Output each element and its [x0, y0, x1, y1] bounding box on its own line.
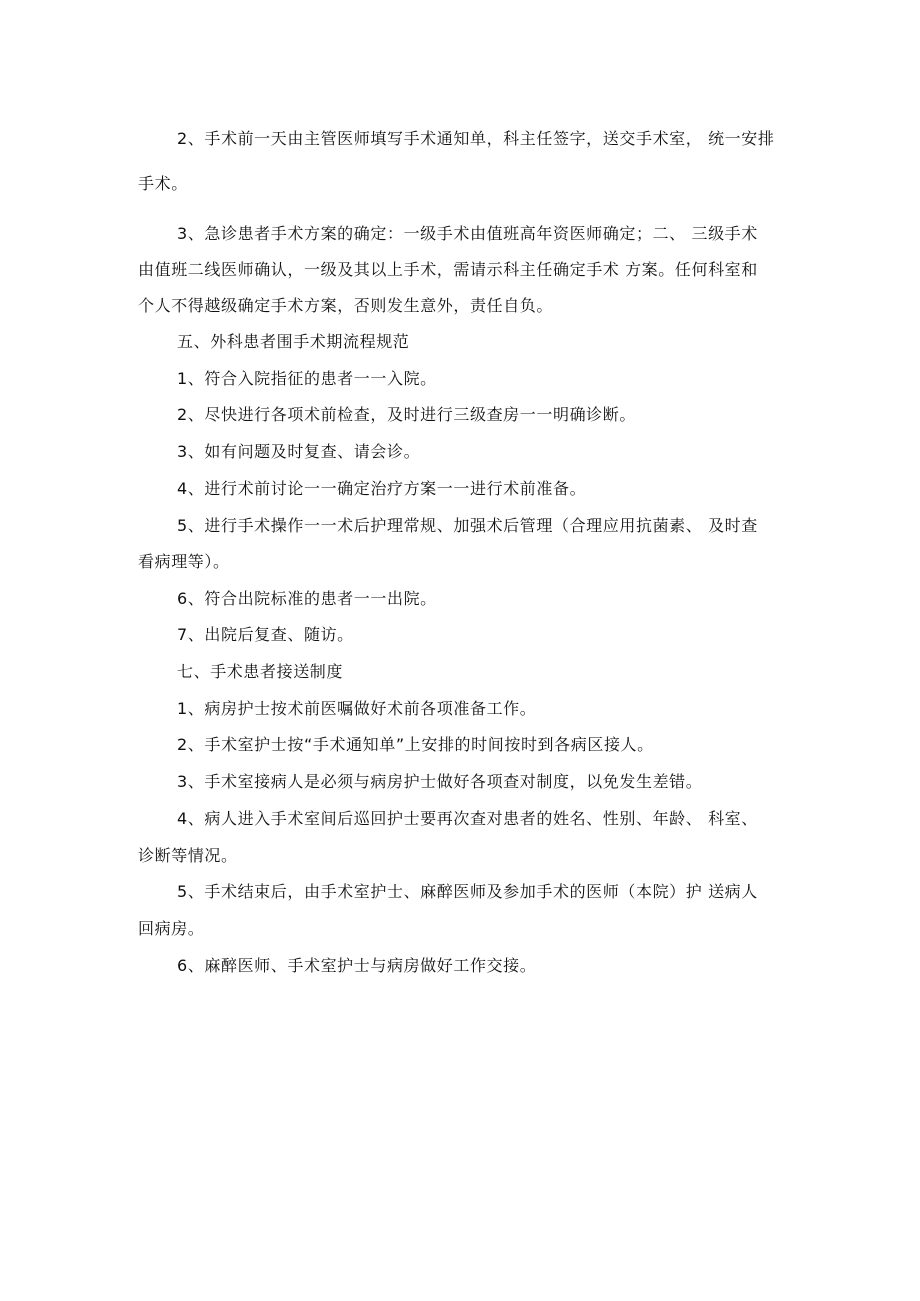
- section-5-item-2: 2、尽快进行各项术前检查，及时进行三级查房一一明确诊断。: [177, 405, 636, 424]
- section-7-item-1: 1、病房护士按术前医嘱做好术前各项准备工作。: [177, 699, 537, 718]
- section-5-heading: 五、外科患者围手术期流程规范: [177, 332, 410, 351]
- paragraph-3-line-1: 3、急诊患者手术方案的确定：一级手术由值班高年资医师确定；二、 三级手术: [177, 224, 758, 243]
- section-5-item-7: 7、出院后复查、随访。: [177, 625, 354, 644]
- section-7-item-2: 2、手术室护士按“手术通知单”上安排的时间按时到各病区接人。: [177, 735, 654, 754]
- section-7-item-4-line-1: 4、病人进入手术室间后巡回护士要再次查对患者的姓名、性别、年龄、 科室、: [177, 809, 758, 828]
- section-5-item-4: 4、进行术前讨论一一确定治疗方案一一进行术前准备。: [177, 479, 587, 498]
- section-7-item-4-line-2: 诊断等情况。: [138, 846, 238, 865]
- section-7-item-3: 3、手术室接病人是必须与病房护士做好各项查对制度，以免发生差错。: [177, 772, 703, 791]
- section-7-heading: 七、手术患者接送制度: [177, 662, 344, 681]
- section-5-item-3: 3、如有问题及时复查、请会诊。: [177, 442, 421, 461]
- section-7-item-5-line-2: 回病房。: [138, 919, 205, 938]
- paragraph-2-line-1: 2、手术前一天由主管医师填写手术通知单，科主任签字，送交手术室， 统一安排: [177, 129, 775, 148]
- paragraph-3-line-2: 由值班二线医师确认，一级及其以上手术，需请示科主任确定手术 方案。任何科室和: [138, 260, 758, 279]
- section-5-item-6: 6、符合出院标准的患者一一出院。: [177, 589, 437, 608]
- paragraph-3-line-3: 个人不得越级确定手术方案，否则发生意外，责任自负。: [138, 296, 554, 315]
- section-5-item-1: 1、符合入院指征的患者一一入院。: [177, 369, 437, 388]
- section-5-item-5-line-2: 看病理等）。: [138, 552, 230, 571]
- section-7-item-5-line-1: 5、手术结束后，由手术室护士、麻醉医师及参加手术的医师（本院）护 送病人: [177, 882, 758, 901]
- paragraph-2-line-2: 手术。: [138, 174, 188, 193]
- section-7-item-6: 6、麻醉医师、手术室护士与病房做好工作交接。: [177, 956, 537, 975]
- section-5-item-5-line-1: 5、进行手术操作一一术后护理常规、加强术后管理（合理应用抗菌素、 及时查: [177, 516, 758, 535]
